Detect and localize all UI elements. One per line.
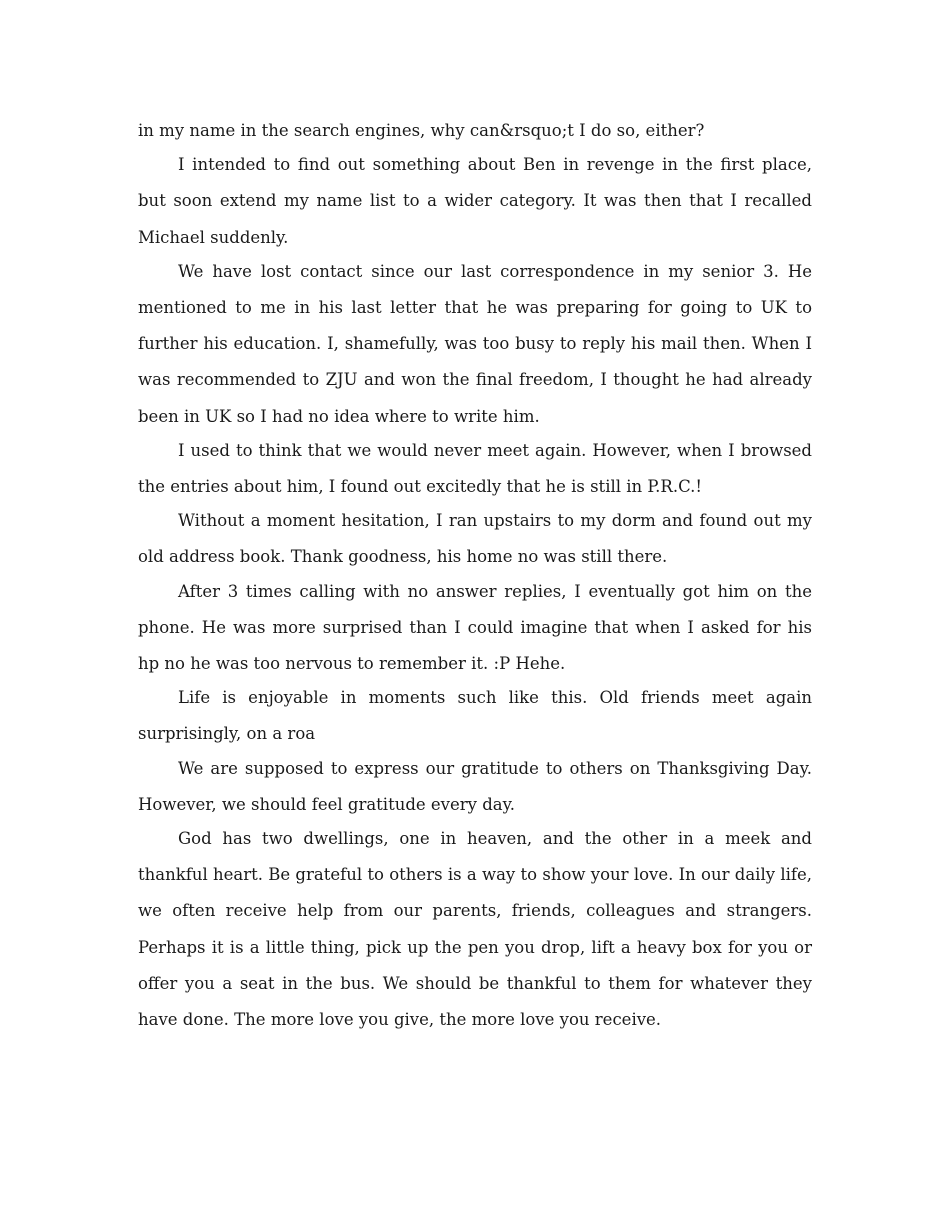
paragraph-4: I used to think that we would never meet again. However, when I browsed the entries about him, I found out excitedly that he is still in P.R.C.! bbox=[138, 440, 812, 497]
paragraph-8: We are supposed to express our gratitude to others on Thanksgiving Day. However, we should feel gratitude every day. bbox=[138, 758, 812, 814]
document-body bbox=[138, 113, 812, 1036]
paragraph-9: God has two dwellings, one in heaven, and the other in a meek and thankful heart. Be grateful to others is a way to show your love. In our daily life, we often receive help from our parents, friends, colleagues and strangers. Perhaps it is a little thing, pick up the pen you drop, lift a heavy box for you or offer you a seat in the bus. We should be thankful to them for whatever they have done. The more love you give, the more love you receive. bbox=[138, 829, 812, 1030]
paragraph-2: I intended to find out something about Ben in revenge in the first place, but soon extend my name list to a wider category. It was then that I recalled Michael suddenly. bbox=[138, 155, 812, 247]
paragraph-1: in my name in the search engines, why can&rsquo;t I do so, either? bbox=[138, 121, 705, 140]
paragraph-5: Without a moment hesitation, I ran upstairs to my dorm and found out my old address book. Thank goodness, his home no was still there. bbox=[138, 511, 812, 567]
paragraph-7: Life is enjoyable in moments such like this. Old friends meet again surprisingly, on a roa bbox=[138, 688, 812, 744]
paragraph-3: We have lost contact since our last correspondence in my senior 3. He mentioned to me in his last letter that he was preparing for going to UK to further his education. I, shamefully, was too busy to reply his mail then. When I was recommended to ZJU and won the final freedom, I thought he had already been in UK so I had no idea where to write him. bbox=[138, 261, 812, 426]
paragraph-6: After 3 times calling with no answer replies, I eventually got him on the phone. He was more surprised than I could imagine that when I asked for his hp no he was too nervous to remember it. :P Hehe. bbox=[138, 581, 812, 674]
